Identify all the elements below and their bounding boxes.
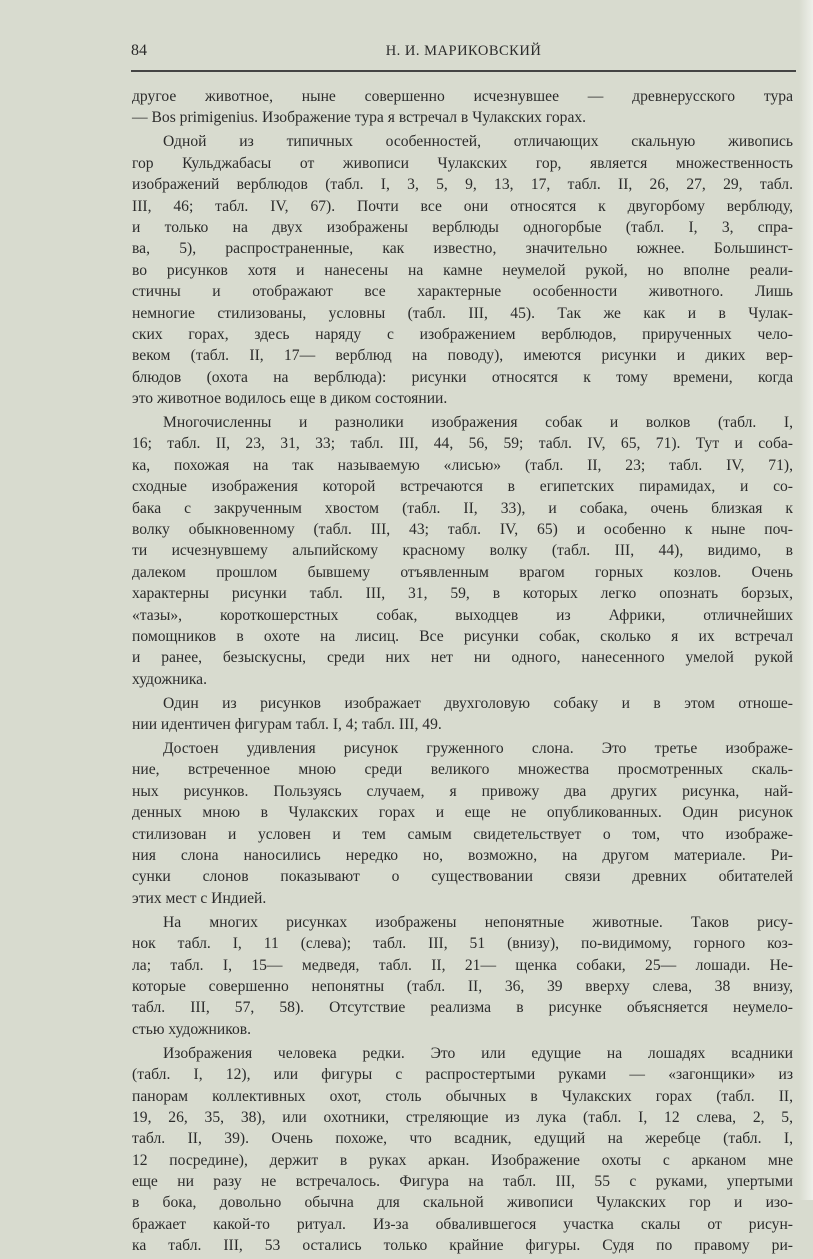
text-line: табл. II, 39). Очень похоже, что всадник, едущий на жеребце (табл. I, [132, 1130, 793, 1148]
text-line: стью художников. [132, 1020, 252, 1038]
text-line: III, 46; табл. IV, 67). Почти все они относятся к двугорбому верблюду, [132, 197, 793, 215]
text-line: табл. III, 57, 58). Отсутствие реализма в рисунке объясняется неумело- [132, 999, 793, 1017]
text-line: стичны и отображают все характерные особенности животного. Лишь [132, 283, 793, 301]
text-line: гор Кульджабасы от живописи Чулакских гор, является множественность [132, 154, 793, 172]
text-line: и только на двух изображены верблюды одногорбые (табл. I, 3, спра- [132, 218, 793, 236]
text-line: этих мест с Индией. [132, 889, 267, 907]
text-line: «тазы», короткошерстных собак, выходцев из Африки, отличнейших [132, 606, 793, 624]
text-line: стилизован и условен и тем самым свидетельствует о том, что изображе- [132, 825, 793, 843]
text-line: нии идентичен фигурам табл. I, 4; табл. III, 49. [132, 716, 442, 734]
text-line: — Bos primigenius. Изображение тура я встречал в Чулакских горах. [132, 109, 587, 127]
text-line: волку обыкновенному (табл. III, 43; табл. IV, 65) и особенно к ныне поч- [132, 521, 793, 538]
text-line: другое животное, ныне совершенно исчезнувшее — древнерусского тура [132, 88, 793, 105]
text-line: ка, похожая на так называемую «лисью» (табл. II, 23; табл. IV, 71), [132, 456, 793, 474]
body-text [132, 86, 793, 1259]
text-line: Один из рисунков изображает двухголовую собаку и в этом отноше- [163, 694, 793, 712]
text-line: характерны рисунки табл. III, 31, 59, в которых легко опознать борзых, [132, 585, 793, 603]
text-line: во рисунков хотя и нанесены на камне неумелой рукой, но вполне реали- [132, 261, 793, 279]
paragraph [132, 693, 793, 736]
paragraph [132, 1043, 793, 1257]
text-line: еще ни разу не встречалось. Фигура на табл. III, 55 с руками, упертыми [132, 1173, 793, 1191]
text-line: изображений верблюдов (табл. I, 3, 5, 9, 13, 17, табл. II, 26, 27, 29, табл. [132, 176, 793, 194]
text-line: Многочисленны и разнолики изображения собак и волков (табл. I, [163, 414, 793, 432]
text-line: бака с закрученным хвостом (табл. II, 33), и собака, очень близкая к [132, 499, 793, 517]
text-line: помощников в охоте на лисиц. Все рисунки собак, сколько я их встречал [132, 627, 793, 645]
text-line: Достоен удивления рисунок груженного слона. Это третье изображе- [163, 740, 793, 758]
paragraph [132, 738, 793, 909]
text-line: это животное водилось еще в диком состоянии. [132, 390, 448, 408]
page-edge [799, 0, 813, 1200]
text-line: Изображения человека редки. Это или едущие на лошадях всадники [163, 1044, 793, 1062]
text-line: художника. [132, 670, 207, 688]
text-line: ти исчезнувшему альпийскому красному волку (табл. III, 44), видимо, в [132, 542, 793, 560]
page-header [131, 40, 796, 64]
paragraph [132, 412, 793, 690]
header-rule [131, 70, 796, 72]
paragraph [132, 912, 793, 1040]
text-line: ние, встреченное мною среди великого множества просмотренных скаль- [132, 761, 793, 779]
text-line: ка табл. III, 53 остались только крайние фигуры. Судя по правому ри- [132, 1237, 793, 1255]
text-line: 16; табл. II, 23, 31, 33; табл. III, 44, 56, 59; табл. IV, 65, 71). Тут и соба- [132, 435, 793, 453]
text-line: блюдов (охота на верблюда): рисунки относятся к тому времени, когда [132, 368, 793, 386]
text-line: На многих рисунках изображены непонятные животные. Таков рису- [163, 913, 793, 931]
text-line: 19, 26, 35, 38), или охотники, стреляющие из лука (табл. I, 12 слева, 2, 5, [132, 1108, 793, 1126]
text-line: и ранее, безыскусны, среди них нет ни одного, нанесенного умелой рукой [132, 649, 793, 667]
text-line: которые совершенно непонятны (табл. II, 36, 39 вверху слева, 38 внизу, [132, 977, 793, 995]
running-head: Н. И. МАРИКОВСКИЙ [385, 43, 542, 59]
text-line: в бока, довольно обычна для скальной живописи Чулакских гор и изо- [132, 1194, 793, 1212]
paragraph [132, 131, 793, 409]
text-line: немногие стилизованы, условны (табл. III, 45). Так же как и в Чулак- [132, 304, 793, 322]
text-line: сходные изображения которой встречаются в египетских пирамидах, и со- [132, 478, 793, 496]
text-line: веком (табл. II, 17— верблюд на поводу), имеются рисунки и диких вер- [132, 347, 793, 365]
text-line: бражает какой-то ритуал. Из-за обвалившегося участка скалы от рисун- [132, 1215, 793, 1233]
text-line: нок табл. I, 11 (слева); табл. III, 51 (внизу), по-видимому, горного коз- [132, 935, 793, 953]
text-line: 12 посредине), держит в руках аркан. Изображение охоты с арканом мне [132, 1151, 793, 1169]
text-line: далеком прошлом бывшему отъявленным врагом горных козлов. Очень [132, 563, 793, 581]
text-line: ских горах, здесь наряду с изображением верблюдов, прирученных чело- [132, 325, 793, 343]
text-line: (табл. I, 12), или фигуры с распростертыми руками — «загонщики» из [132, 1066, 793, 1084]
text-line: ния слона наносились нередко но, возможно, на другом материале. Ри- [132, 847, 793, 865]
text-line: Одной из типичных особенностей, отличающих скальную живопись [163, 133, 793, 151]
text-line: ва, 5), распространенные, как известно, значительно южнее. Большинст- [132, 240, 793, 258]
text-line: панорам коллективных охот, столь обычных в Чулакских горах (табл. II, [132, 1087, 793, 1105]
paragraph [132, 86, 793, 129]
text-line: сунки слонов показывают о существовании связи древних обитателей [132, 868, 793, 886]
text-line: ных рисунков. Пользуясь случаем, я привожу два других рисунка, най- [132, 782, 793, 800]
page-number: 84 [131, 42, 147, 59]
text-line: денных мною в Чулакских горах и еще не опубликованных. Один рисунок [132, 804, 793, 822]
text-line: ла; табл. I, 15— медведя, табл. II, 21— щенка собаки, 25— лошади. Не- [132, 956, 793, 974]
